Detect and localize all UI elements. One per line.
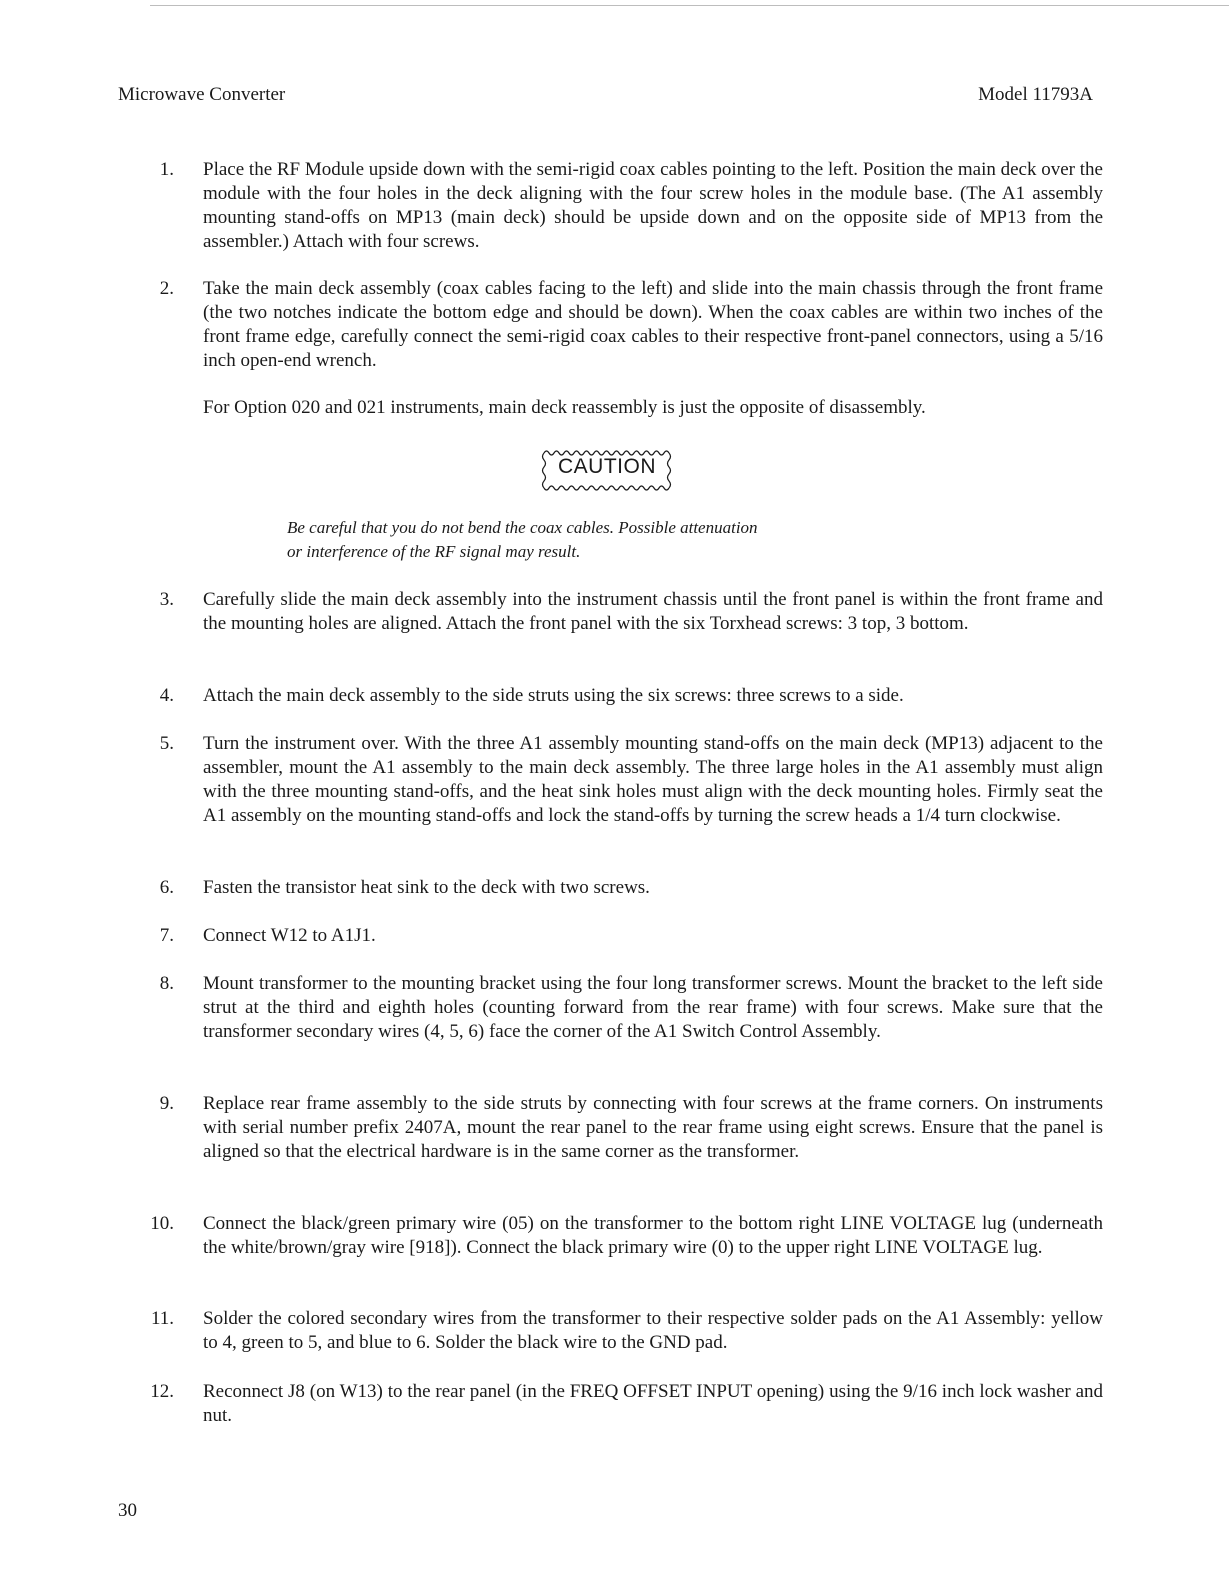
caution-line-2: or interference of the RF signal may result. [287, 542, 581, 561]
caution-line-1: Be careful that you do not bend the coax cables. Possible attenuation [287, 518, 758, 537]
step-text: Connect the black/green primary wire (05) on the transformer to the bottom right LINE VOLTAGE lug (underneath the white/brown/gray wire [918]). Connect the black primary wire (0) to the upper right LINE VOLTAGE lug. [203, 1213, 1103, 1258]
running-header-model: Model 11793A [978, 84, 1093, 105]
step-text: Place the RF Module upside down with the semi-rigid coax cables pointing to the left. Position the main deck over the module with the four holes in the deck aligning with the four screw holes in the module base. (The A1 assembly mounting stand-offs on MP13 (main deck) should be upside down and on the opposite side of MP13 from the assembler.) Attach with four screws. [203, 159, 1103, 252]
step-text: Attach the main deck assembly to the side struts using the six screws: three screws to a side. [203, 685, 904, 706]
running-header-title: Microwave Converter [118, 84, 286, 105]
step-text: Connect W12 to A1J1. [203, 925, 376, 946]
step-number: 3. [159, 589, 174, 610]
step-number: 5. [159, 733, 174, 754]
step-text: Fasten the transistor heat sink to the deck with two screws. [203, 877, 650, 898]
caution-label: CAUTION [558, 455, 656, 478]
step-number: 8. [159, 973, 174, 994]
step-number: 4. [159, 685, 174, 706]
page-number: 30 [118, 1500, 137, 1521]
step-number: 11. [150, 1308, 174, 1329]
step-text: Replace rear frame assembly to the side struts by connecting with four screws at the frame corners. On instruments with serial number prefix 2407A, mount the rear panel to the rear frame using eight screws. Ensure that the panel is aligned so that the electrical hardware is in the same corner as the transformer. [203, 1093, 1103, 1162]
step-text: Reconnect J8 (on W13) to the rear panel (in the FREQ OFFSET INPUT opening) using the 9/16 inch lock washer and nut. [203, 1381, 1103, 1426]
step-number: 9. [159, 1093, 174, 1114]
step-number: 12. [150, 1381, 174, 1402]
step-number: 1. [159, 159, 174, 180]
step-text: Mount transformer to the mounting bracket using the four long transformer screws. Mount the bracket to the left side strut at the third and eighth holes (counting forward from the rear frame) with four screws. Make sure that the transformer secondary wires (4, 5, 6) face the corner of the A1 Switch Control Assembly. [203, 973, 1103, 1042]
step-number: 2. [159, 278, 174, 299]
top-rule [150, 5, 1229, 6]
option-note: For Option 020 and 021 instruments, main deck reassembly is just the opposite of disassembly. [203, 397, 926, 418]
caution-box [540, 447, 674, 493]
step-text: Solder the colored secondary wires from the transformer to their respective solder pads on the A1 Assembly: yellow to 4, green to 5, and blue to 6. Solder the black wire to the GND pad. [203, 1308, 1103, 1353]
step-text: Turn the instrument over. With the three A1 assembly mounting stand-offs on the main deck (MP13) adjacent to the assembler, mount the A1 assembly to the main deck assembly. The three large holes in the A1 assembly must align with the three mounting stand-offs, and the heat sink holes must align with the deck mounting holes. Firmly seat the A1 assembly on the mounting stand-offs and lock the stand-offs by turning the screw heads a 1/4 turn clockwise. [203, 733, 1103, 826]
step-text: Take the main deck assembly (coax cables facing to the left) and slide into the main chassis through the front frame (the two notches indicate the bottom edge and should be down). When the coax cables are within two inches of the front frame edge, carefully connect the semi-rigid coax cables to their respective front-panel connectors, using a 5/16 inch open-end wrench. [203, 278, 1103, 371]
step-number: 7. [159, 925, 174, 946]
step-number: 6. [159, 877, 174, 898]
step-text: Carefully slide the main deck assembly into the instrument chassis until the front panel is within the front frame and the mounting holes are aligned. Attach the front panel with the six Torxhead screws: 3 top, 3 bottom. [203, 589, 1103, 634]
caution-text [287, 516, 927, 564]
step-number: 10. [150, 1213, 174, 1234]
